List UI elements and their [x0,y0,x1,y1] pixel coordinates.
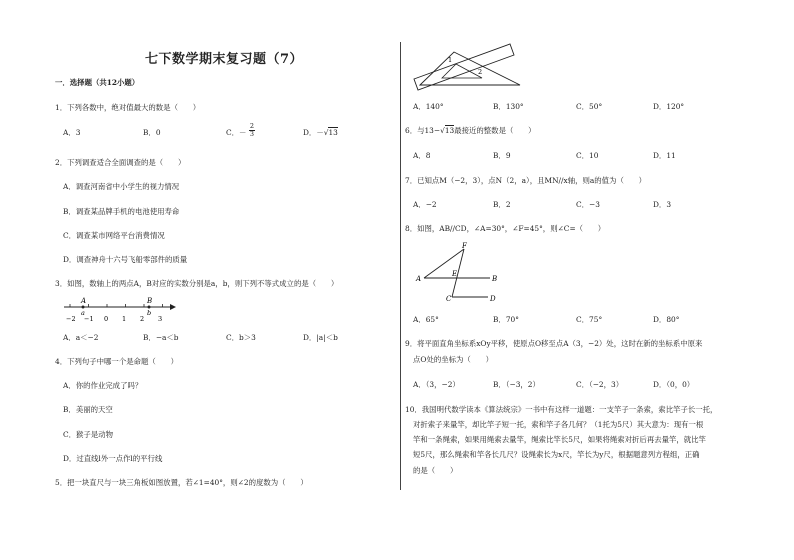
triangle-outer [420,52,520,85]
q8-option-d[interactable]: D．80° [653,315,680,324]
q9-stem-line1: 9．将平面直角坐标系xOy平移，使原点O移至点A（3，−2）处，这时在新的坐标系中原来 [405,339,703,348]
q4-stem: 4．下列句子中哪一个是命题（ ） [55,357,178,366]
q1-option-c-sign: － [239,128,247,137]
q4-option-b[interactable]: B．美丽的天空 [63,405,113,414]
q3-stem: 3．如图，数轴上的两点A，B对应的实数分别是a，b，则下列不等式成立的是（ ） [55,279,339,288]
q5-stem: 5．把一块直尺与一块三角板如图放置，若∠1=40°，则∠2的度数为（ ） [55,478,308,487]
q3-option-b[interactable]: B．−a＜b [143,333,179,342]
point-a-value-label: a [81,309,85,317]
point-a-label: A [81,297,87,305]
q5-option-b[interactable]: B．130° [493,102,524,111]
q1-c-denominator: 3 [249,129,254,138]
q5-ruler-triangle-figure [410,38,530,93]
q6-option-a[interactable]: A．8 [413,151,431,160]
q6-option-d[interactable]: D．11 [653,151,676,160]
q5-option-a[interactable]: A．140° [413,102,444,111]
label-f: F [462,242,467,250]
q8-stem: 8．如图，AB//CD，∠A=30°，∠F=45°，则∠C=（ ） [405,224,606,233]
q10-stem-line4: 短5尺，那么绳索和竿各长几尺？设绳索长为x尺，竿长为y尺，根据题意列方程组，正确 [413,450,700,459]
q1-option-a[interactable]: A．3 [63,128,81,137]
q2-option-c[interactable]: C．调查某市网络平台消费情况 [63,231,165,240]
q2-option-b[interactable]: B．调查某品牌手机的电池使用寿命 [63,207,180,216]
q4-option-a[interactable]: A．你的作业完成了吗？ [63,381,143,390]
q3-option-c[interactable]: C．b＞3 [226,333,256,342]
q9-option-d[interactable]: D．（0，0） [653,380,695,389]
q1-option-b[interactable]: B．0 [143,128,161,137]
label-b: B [492,275,498,283]
q6-stem-suffix: 最接近的整数是（ ） [454,126,536,135]
q6-option-c[interactable]: C．10 [576,151,599,160]
q3-option-a[interactable]: A．a＜−2 [63,333,99,342]
q8-option-c[interactable]: C．75° [576,315,603,324]
q1-option-d[interactable] [303,128,338,137]
q1-option-d-radicand: 13 [328,128,338,137]
angle-2-label: 2 [478,68,483,76]
q1-stem: 1．下列各数中，绝对值最大的数是（ ） [55,103,201,112]
column-divider [400,42,401,490]
q7-option-d[interactable]: D．3 [653,200,672,209]
q6-stem [405,126,536,135]
q10-stem-line5: 的是（ ） [413,466,458,475]
q9-option-a[interactable]: A．（3，−2） [413,380,460,389]
q3-number-line [60,296,180,324]
tick-label: −1 [84,315,94,323]
q1-option-d-sign: － [316,128,324,137]
q3-option-d[interactable]: D．|a|＜b [303,333,338,342]
q7-option-c[interactable]: C．−3 [576,200,600,209]
tick-label: 2 [140,315,145,323]
label-d: D [490,295,496,303]
q9-option-c[interactable]: C．（−2，3） [576,380,624,389]
tick-label: 0 [104,315,109,323]
q2-stem: 2．下列调查适合全面调查的是（ ） [55,158,186,167]
q1-c-numerator: 2 [249,121,254,130]
q7-option-b[interactable]: B．2 [493,200,511,209]
point-b-label: B [147,297,153,305]
q9-option-b[interactable]: B．（−3，2） [493,380,540,389]
q8-option-a[interactable]: A．65° [413,315,439,324]
tick-label: 1 [122,315,127,323]
q8-parallel-lines-figure [412,240,507,305]
q2-option-d[interactable]: D．调查神舟十六号飞船零部件的质量 [63,255,188,264]
q1-option-c-prefix: C． [226,128,240,137]
q2-option-a[interactable]: A．调查河南省中小学生的视力情况 [63,182,180,191]
page-title: 七下数学期末复习题（7） [145,52,304,67]
q1-option-c[interactable] [226,121,255,138]
q1-option-d-prefix: D． [303,128,317,137]
sqrt-sign-icon: √ [440,126,445,135]
tick-label: 3 [158,315,163,323]
label-a: A [416,275,422,283]
ruler-shape [414,44,514,90]
section-heading: 一．选择题（共12小题） [55,78,140,87]
point-b-value-label: b [147,309,152,317]
q6-option-b[interactable]: B．9 [493,151,511,160]
q10-stem-line3: 竿和一条绳索，如果用绳索去量竿，绳索比竿长5尺，如果将绳索对折后再去量竿，就比竿 [413,435,706,444]
q5-option-d[interactable]: D．120° [653,102,685,111]
q4-option-c[interactable]: C．猴子是动物 [63,430,113,439]
q10-stem-line2: 对折索子来量竿，却比竿子短一托，索和竿子各几何？（1托为5尺）其大意为：现有一根 [413,420,704,429]
q6-radicand: 13 [444,126,455,135]
triangle-inner [442,64,482,78]
q8-option-b[interactable]: B．70° [493,315,519,324]
q5-option-c[interactable]: C．50° [576,102,603,111]
angle-1-label: 1 [448,56,453,64]
label-e: E [452,270,458,278]
q10-stem-line1: 10．我国明代数学读本《算法统宗》一书中有这样一道题：一支竿子一条索，索比竿子长一托， [405,405,718,414]
q9-stem-line2: 点O处的坐标为（ ） [413,355,493,364]
q1-option-c-fraction [249,123,255,138]
q6-stem-prefix: 6．与13− [405,126,441,135]
axis-arrow-icon [170,304,176,310]
q7-stem: 7．已知点M（−2，3），点N（2，a），且MN//x轴，则a的值为（ ） [405,176,647,185]
q4-option-d[interactable]: D．过直线l外一点作l的平行线 [63,454,163,463]
label-c: C [446,295,452,303]
q7-option-a[interactable]: A．−2 [413,200,437,209]
tick-label: −2 [66,315,76,323]
sqrt-sign-icon: √ [323,128,329,137]
